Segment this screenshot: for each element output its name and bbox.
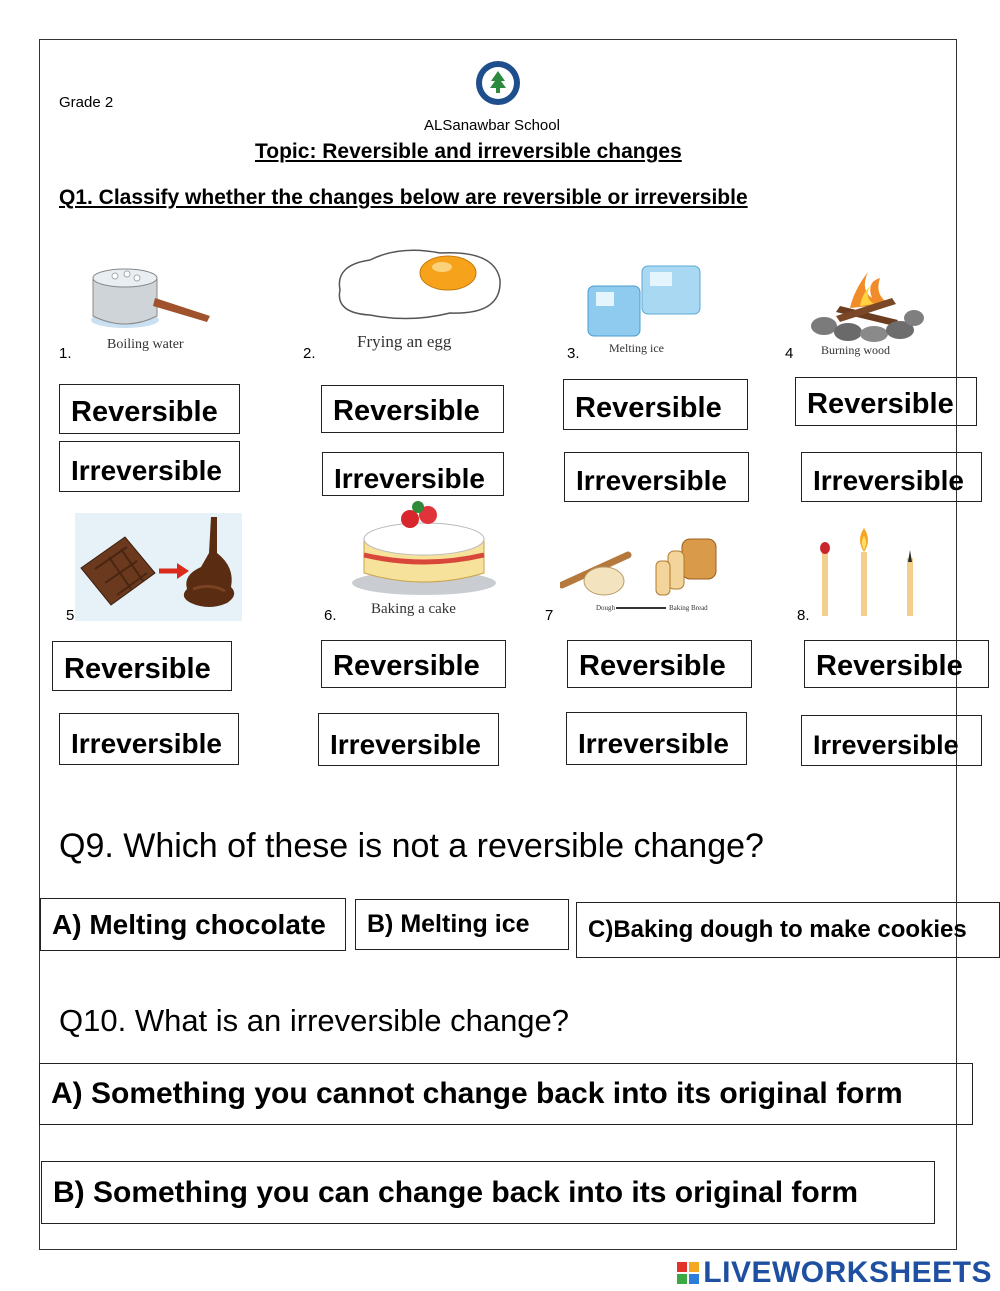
item-number: 1. [59, 345, 72, 362]
item-number: 4 [785, 345, 794, 362]
arrow-icon [616, 607, 666, 609]
cake-icon [348, 499, 500, 599]
item5-irreversible-option[interactable]: Irreversible [59, 713, 239, 765]
item1-reversible-option[interactable]: Reversible [59, 384, 240, 434]
dough-to-bread-icon [560, 533, 725, 603]
item8-reversible-option[interactable]: Reversible [804, 640, 989, 688]
q10-question: Q10. What is an irreversible change? [59, 1003, 570, 1038]
item2-irreversible-option[interactable]: Irreversible [322, 452, 504, 496]
q9-answer-c[interactable]: C)Baking dough to make cookies [576, 902, 1000, 958]
q10-answer-b[interactable]: B) Something you can change back into its original form [41, 1161, 935, 1224]
caption-baking-bread: Baking Bread [669, 604, 708, 612]
school-name: ALSanawbar School [424, 117, 560, 134]
item2-reversible-option[interactable]: Reversible [321, 385, 504, 433]
caption-baking-cake: Baking a cake [371, 601, 456, 617]
item-number: 7 [545, 607, 554, 624]
item5-reversible-option[interactable]: Reversible [52, 641, 232, 691]
item-number: 5 [66, 607, 75, 624]
q1-title: Q1. Classify whether the changes below are reversible or irreversible [59, 186, 748, 209]
item-number: 2. [303, 345, 316, 362]
caption-burning-wood: Burning wood [821, 343, 890, 357]
q10-answer-a[interactable]: A) Something you cannot change back into its original form [39, 1063, 973, 1125]
ice-cubes-icon [584, 262, 709, 342]
liveworksheets-logo [677, 1256, 992, 1290]
brand-name: LIVEWORKSHEETS [703, 1256, 992, 1289]
item-number: 6. [324, 607, 337, 624]
item7-irreversible-option[interactable]: Irreversible [566, 712, 747, 765]
caption-melting-ice: Melting ice [609, 341, 664, 355]
item-number: 8. [797, 607, 810, 624]
item7-reversible-option[interactable]: Reversible [567, 640, 752, 688]
boiling-pot-icon [85, 258, 215, 338]
q9-answer-a[interactable]: A) Melting chocolate [40, 898, 346, 951]
topic-title: Topic: Reversible and irreversible changes [255, 140, 682, 163]
item4-reversible-option[interactable]: Reversible [795, 377, 977, 426]
campfire-icon [810, 268, 925, 344]
item4-irreversible-option[interactable]: Irreversible [801, 452, 982, 502]
brand-blocks-icon [677, 1262, 699, 1284]
item8-irreversible-option[interactable]: Irreversible [801, 715, 982, 766]
grade-label: Grade 2 [59, 94, 114, 111]
item6-reversible-option[interactable]: Reversible [321, 640, 506, 688]
caption-frying-egg: Frying an egg [357, 332, 452, 351]
matches-icon [814, 528, 934, 620]
school-logo-icon [474, 59, 522, 107]
caption-boiling-water: Boiling water [107, 337, 184, 352]
item6-irreversible-option[interactable]: Irreversible [318, 713, 499, 766]
item-number: 3. [567, 345, 580, 362]
caption-dough: Dough [596, 604, 616, 612]
item1-irreversible-option[interactable]: Irreversible [59, 441, 240, 492]
fried-egg-icon [330, 245, 505, 325]
melting-chocolate-icon [75, 513, 242, 621]
item3-reversible-option[interactable]: Reversible [563, 379, 748, 430]
item3-irreversible-option[interactable]: Irreversible [564, 452, 749, 502]
q9-answer-b[interactable]: B) Melting ice [355, 899, 569, 950]
q9-question: Q9. Which of these is not a reversible change? [59, 827, 764, 865]
